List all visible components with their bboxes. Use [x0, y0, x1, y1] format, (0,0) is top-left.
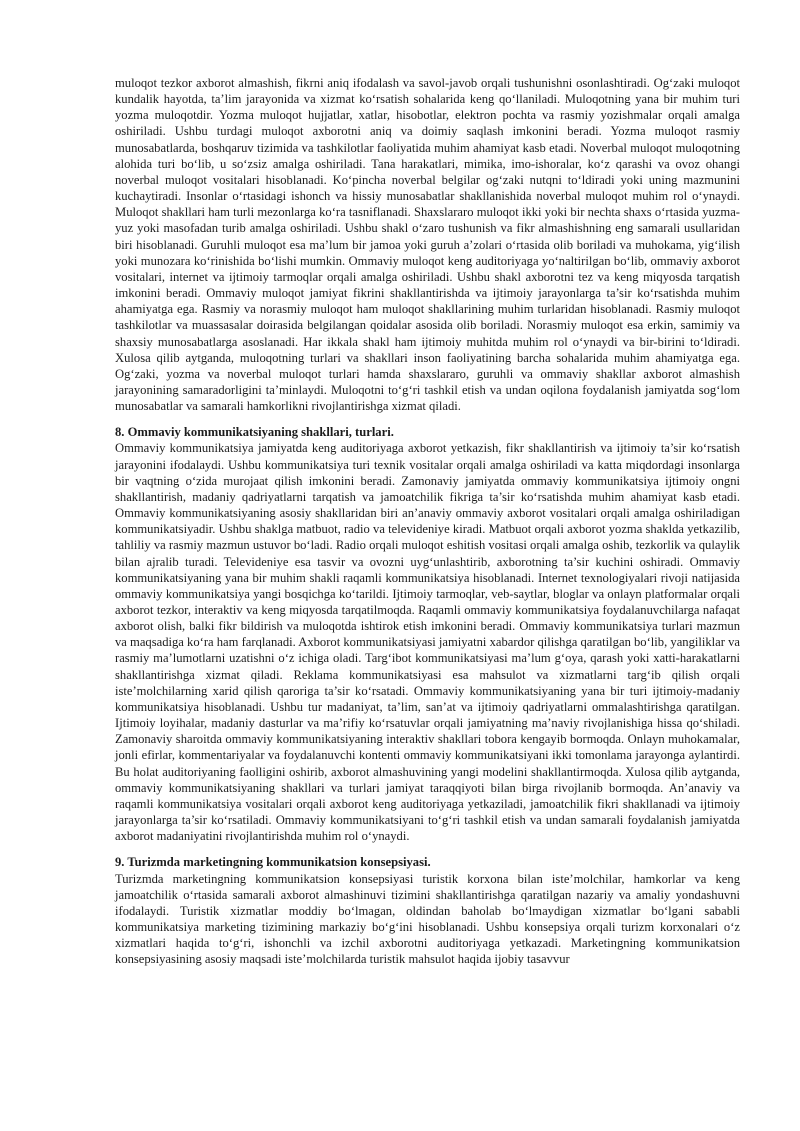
document-page: [115, 75, 740, 967]
intro-paragraph: muloqot tezkor axborot almashish, fikrni aniq ifodalash va savol-javob orqali tushunishni osonlashtiradi. Og‘zaki muloqot kundalik hayotda, ta’lim jarayonida va xizmat ko‘rsatish sohalarida keng qo‘llaniladi. Muloqotning yana bir muhim turi yozma muloqotdir. Yozma muloqot hujjatlar, xatlar, hisobotlar, elektron pochta va rasmiy yozishmalar orqali amalga oshiriladi. Ushbu turdagi muloqot axborotni aniq va doimiy saqlash imkonini beradi. Yozma muloqot rasmiy munosabatlarda, boshqaruv tizimida va tashkilotlar faoliyatida muhim ahamiyat kasb etadi. Noverbal muloqot muloqotning alohida turi bo‘lib, u so‘zsiz amalga oshiriladi. Tana harakatlari, mimika, imo-ishoralar, ko‘z qarashi va ovoz ohangi noverbal muloqot vositalari hisoblanadi. Ko‘pincha noverbal belgilar og‘zaki nutqni to‘ldiradi yoki uning mazmunini kuchaytiradi. Insonlar o‘rtasidagi ishonch va hissiy munosabatlar shakllanishida noverbal muloqot muhim rol o‘ynaydi. Muloqot shakllari ham turli mezonlarga ko‘ra tasniflanadi. Shaxslararo muloqot ikki yoki bir nechta shaxs o‘rtasida yuzma-yuz yoki masofadan turib amalga oshiriladi. Ushbu shakl o‘zaro tushunish va fikr almashishning eng samarali usullaridan biri hisoblanadi. Guruhli muloqot esa ma’lum bir jamoa yoki guruh a’zolari o‘rtasida olib boriladi va muhokama, yig‘ilish yoki munozara ko‘rinishida bo‘lishi mumkin. Ommaviy muloqot keng auditoriyaga yo‘naltirilgan bo‘lib, ommaviy axborot vositalari, internet va ijtimoiy tarmoqlar orqali amalga oshiriladi. Ushbu shakl axborotni tez va keng miqyosda tarqatish imkonini beradi. Ommaviy muloqot jamiyat fikrini shakllantirishda va ijtimoiy jarayonlarga ta’sir ko‘rsatishda muhim ahamiyatga ega. Rasmiy va norasmiy muloqot ham muloqot shakllarining muhim turlaridan hisoblanadi. Rasmiy muloqot tashkilotlar va muassasalar doirasida belgilangan qoidalar asosida olib boriladi. Norasmiy muloqot esa erkin, samimiy va shaxsiy munosabatlarga asoslanadi. Har ikkala shakl ham ijtimoiy muhitda muhim rol o‘ynaydi va bir-birini to‘ldiradi. Xulosa qilib aytganda, muloqotning turlari va shakllari inson faoliyatining barcha sohalarida muhim ahamiyatga ega. Og‘zaki, yozma va noverbal muloqot turlari hamda shaxslararo, guruhli va ommaviy shakllar axborot almashish jarayonining samaradorligini ta’minlaydi. Muloqotni to‘g‘ri tashkil etish va undan oqilona foydalanish jamiyatda sog‘lom munosabatlar va samarali hamkorlikni rivojlantirishga xizmat qiladi.: [115, 76, 740, 414]
section-9-heading: 9. Turizmda marketingning kommunikatsion konsepsiyasi.: [115, 855, 431, 870]
section-9-paragraph: Turizmda marketingning kommunikatsion konsepsiyasi turistik korxona bilan iste’molchilar, hamkorlar va keng jamoatchilik o‘rtasida samarali axborot almashinuvi tizimini shakllantirishga qaratilgan nazariy va amaliy yondashuvni ifodalaydi. Turistik xizmatlar moddiy bo‘lmagan, oldindan baholab bo‘lmaydigan xizmatlar bo‘lgani sababli kommunikatsiya marketing tizimining markaziy bo‘g‘ini hisoblanadi. Ushbu konsepsiya orqali turizm korxonalari o‘z xizmatlari haqida to‘g‘ri, ishonchli va izchil axborotni auditoriyaga yetkazadi. Marketingning kommunikatsion konsepsiyasining asosiy maqsadi iste’molchilarda turistik mahsulot haqida ijobiy tasavvur: [115, 871, 740, 967]
section-8-paragraph: Ommaviy kommunikatsiya jamiyatda keng auditoriyaga axborot yetkazish, fikr shakllantirish va ijtimoiy ta’sir ko‘rsatish jarayonini ifodalaydi. Ushbu kommunikatsiya turi texnik vositalar orqali amalga oshiriladi va katta miqdordagi insonlarga bir vaqtning o‘zida murojaat qilish imkonini beradi. Zamonaviy jamiyatda ommaviy kommunikatsiya ijtimoiy ongni shakllantirish, madaniy qadriyatlarni tarqatish va jamoatchilik fikriga ta’sir ko‘rsatishda muhim ahamiyat kasb etadi. Ommaviy kommunikatsiyaning asosiy shakllaridan biri an’anaviy ommaviy axborot vositalari orqali amalga oshiriladigan kommunikatsiyadir. Ushbu shaklga matbuot, radio va televideniye kiradi. Matbuot orqali axborot yozma shaklda yetkazilib, tahliliy va rasmiy mazmun ustuvor bo‘ladi. Radio orqali muloqot eshitish vositasi orqali amalga oshib, tezkorlik va qulaylik bilan ajralib turadi. Televideniye esa tasvir va ovozni uyg‘unlashtirib, axborotning ta’sir kuchini oshiradi. Ommaviy kommunikatsiyaning yana bir muhim shakli raqamli kommunikatsiya hisoblanadi. Internet texnologiyalari rivoji natijasida ommaviy kommunikatsiya yangi bosqichga ko‘tarildi. Ijtimoiy tarmoqlar, veb-saytlar, bloglar va onlayn platformalar orqali axborot tezkor, interaktiv va keng miqyosda tarqatilmoqda. Raqamli ommaviy kommunikatsiya foydalanuvchilarga nafaqat axborot olish, balki fikr bildirish va muloqotda ishtirok etish imkonini beradi. Ommaviy kommunikatsiya turlari mazmun va maqsadiga ko‘ra ham farqlanadi. Axborot kommunikatsiyasi jamiyatni xabardor qilishga qaratilgan bo‘lib, yangiliklar va rasmiy ma’lumotlarni uzatishni o‘z ichiga oladi. Targ‘ibot kommunikatsiyasi ma’lum g‘oya, qarash yoki xatti-harakatlarni shakllantirishga xizmat qiladi. Reklama kommunikatsiyasi esa mahsulot va xizmatlarni targ‘ib qilish orqali iste’molchilarning xarid qilish qaroriga ta’sir ko‘rsatadi. Ommaviy kommunikatsiyaning yana bir turi ijtimoiy-madaniy kommunikatsiya hisoblanadi. Ushbu tur madaniyat, ta’lim, san’at va ijtimoiy qadriyatlarni ommalashtirishga qaratilgan. Ijtimoiy loyihalar, madaniy dasturlar va ma’rifiy ko‘rsatuvlar orqali jamiyatning ma’naviy rivojlanishiga hissa qo‘shiladi. Zamonaviy sharoitda ommaviy kommunikatsiyaning interaktiv shakllari tobora kengayib bormoqda. Onlayn muhokamalar, jonli efirlar, kommentariyalar va foydalanuvchi kontenti ommaviy kommunikatsiyani ikki tomonlama jarayonga aylantirdi. Bu holat auditoriyaning faolligini oshirib, axborot almashuvining yangi modelini shakllantirmoqda. Xulosa qilib aytganda, ommaviy kommunikatsiyaning shakllari va turlari jamiyat taraqqiyoti bilan birga rivojlanib bormoqda. An’anaviy va raqamli kommunikatsiya vositalari orqali axborot keng auditoriyaga yetkaziladi, jamoatchilik fikri shakllanadi va ijtimoiy jarayonlarga ta’sir ko‘rsatiladi. Ommaviy kommunikatsiyani to‘g‘ri tashkil etish va undan samarali foydalanish jamiyatda axborot madaniyatini rivojlantirishda muhim rol o‘ynaydi.: [115, 441, 740, 844]
section-8-heading: 8. Ommaviy kommunikatsiyaning shakllari, turlari.: [115, 425, 394, 440]
